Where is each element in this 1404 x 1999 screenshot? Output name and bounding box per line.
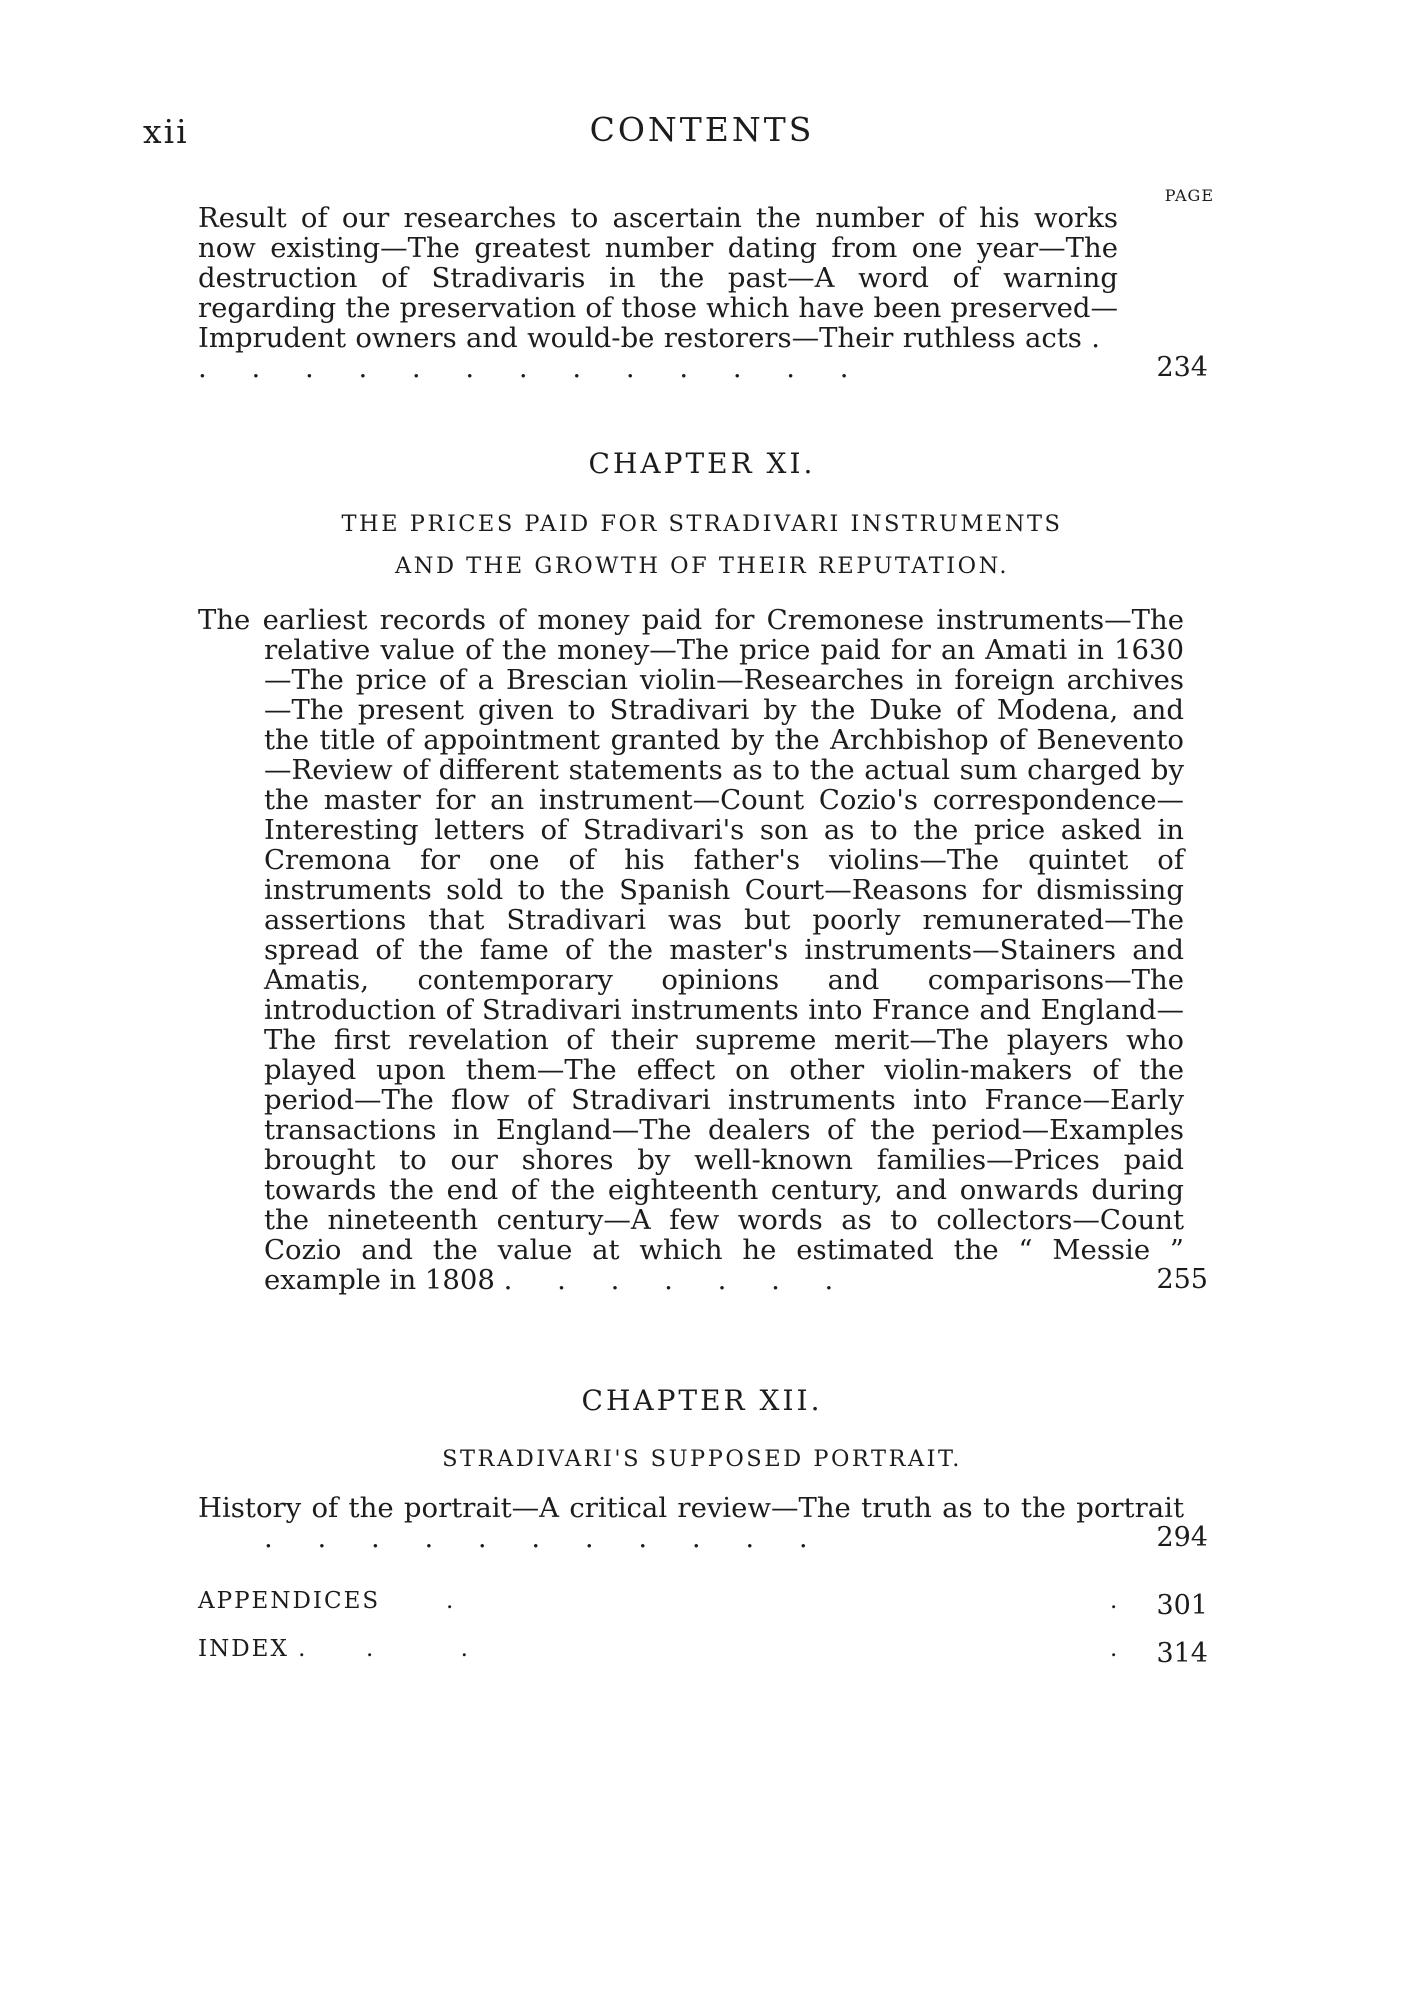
dot-leader: . . . . . . . . . . . . . . <box>198 322 1118 384</box>
entry-text: Result of our researches to ascertain the number of his works now existing—The greatest number dating from one year—The destruction of Stradivaris in the past—A word of warning regarding the preservation of those which have been preserved—Imprudent owners and would-be restorers—Their ruthless acts <box>198 202 1118 354</box>
entry-page-ref: 294 <box>1156 1522 1208 1553</box>
page-title: CONTENTS <box>589 110 815 149</box>
chapter-11-title-line-1: THE PRICES PAID FOR STRADIVARI INSTRUMENTS <box>341 511 1063 537</box>
dot-leader: . . . . . . . . . . . <box>264 1522 826 1554</box>
dot-leader: . . <box>366 1636 508 1662</box>
entry-label: APPENDICES <box>198 1588 381 1614</box>
entry-text: The earliest records of money paid for Cremonese instruments—The relative value of the money—The price paid for an Amati in 1630—The price of a Brescian violin—Researches in foreign archives—The present given to Stradivari by the Duke of Modena, and the title of appointment granted by the Archbishop of Benevento—Review of different statements as to the actual sum charged by the master for an instrument—Count Cozio's correspondence—Interesting letters of Stradivari's son as to the price asked in Cremona for one of his father's violins—The quintet of instruments sold to the Spanish Court—Reasons for dismissing assertions that Stradivari was but poorly remunerated—The spread of the fame of the master's instruments—Stainers and Amatis, contemporary opinions and comparisons—The introduction of Stradivari instruments into France and England—The first revelation of their supreme merit—The players who played upon them—The effect on other violin-makers of the period—The flow of Stradivari instruments into France—Early transactions in England—The dealers of the period—Examples brought to our shores by well-known families—Prices paid towards the end of the eighteenth century, and onwards during the nineteenth century—A few words as to collectors—Count Cozio and the value at which he estimated the “ Messie ” example in 1808 <box>198 604 1184 1296</box>
contents-entry-chapter-10 <box>198 203 1208 383</box>
page-column-label: PAGE <box>1164 186 1214 205</box>
contents-entry-appendices <box>198 1588 1208 1622</box>
contents-entry-index <box>198 1636 1208 1670</box>
contents-entry-chapter-12 <box>198 1493 1208 1553</box>
page-number: xii <box>143 112 189 151</box>
dot-leader: . . . . . . . <box>503 1264 852 1296</box>
chapter-11-title-line-2: AND THE GROWTH OF THEIR REPUTATION. <box>395 553 1009 579</box>
chapter-12-heading: CHAPTER XII. <box>581 1384 823 1417</box>
chapter-12-title: STRADIVARI'S SUPPOSED PORTRAIT. <box>442 1446 962 1472</box>
chapter-11-heading: CHAPTER XI. <box>588 447 816 480</box>
entry-page-ref: 301 <box>1156 1590 1208 1621</box>
entry-page-ref: 255 <box>1156 1264 1208 1295</box>
entry-label: INDEX . <box>198 1636 308 1662</box>
entry-page-ref: 314 <box>1156 1638 1208 1669</box>
dot-leader: . <box>446 1588 494 1614</box>
dot-leader: . <box>1110 1588 1158 1614</box>
contents-entry-chapter-11 <box>198 605 1208 1295</box>
entry-text: History of the portrait—A critical review—The truth as to the portrait <box>198 1492 1184 1524</box>
dot-leader: . <box>1110 1636 1158 1662</box>
entry-page-ref: 234 <box>1156 352 1208 383</box>
